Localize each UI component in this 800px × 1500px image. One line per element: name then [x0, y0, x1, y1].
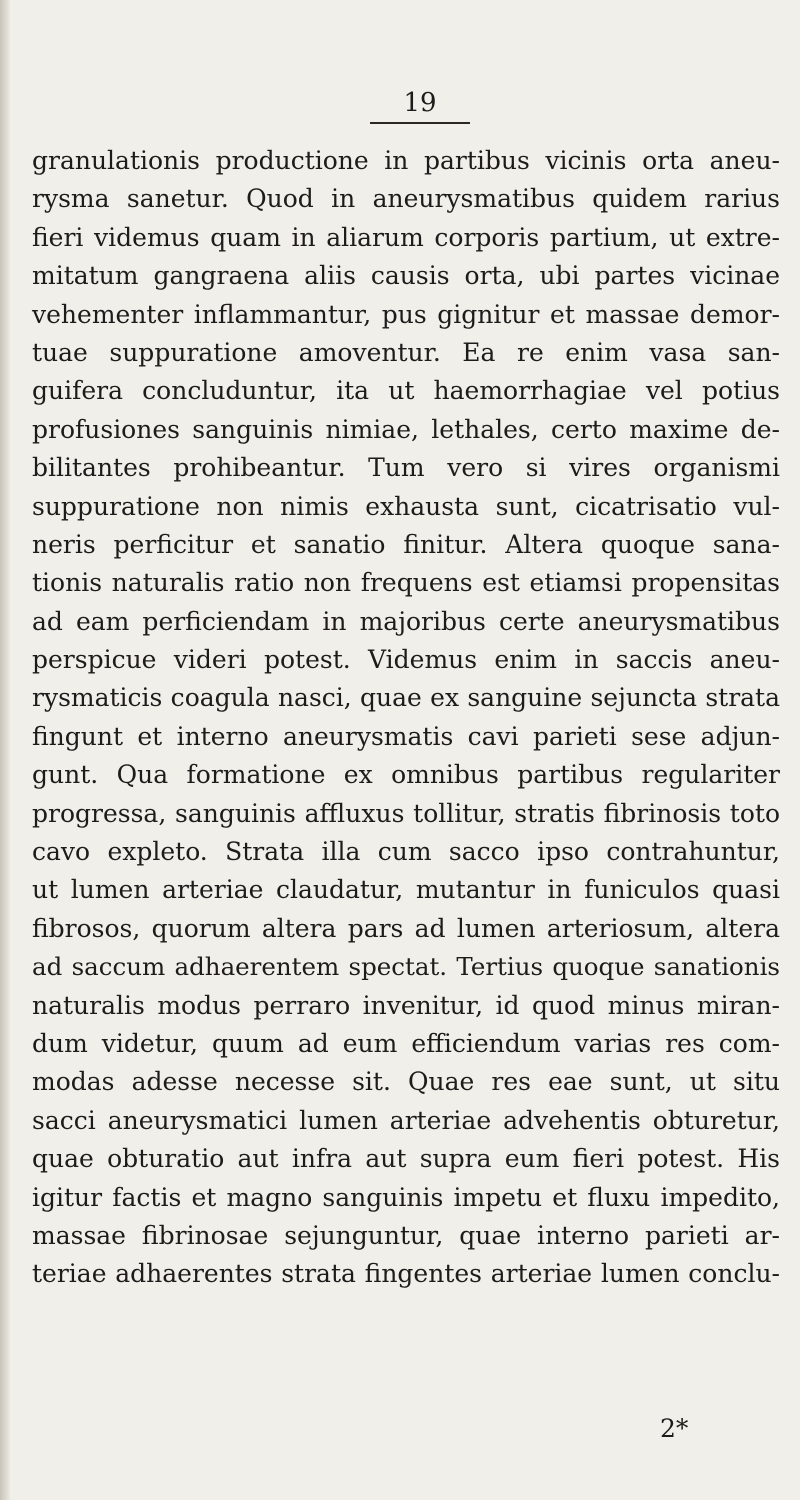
text-line: vehementer inflammantur, pus gignitur et massae demor- — [32, 299, 780, 329]
text-line: fingunt et interno aneurysmatis cavi parieti sese adjun- — [32, 721, 780, 751]
text-line: massae fibrinosae sejunguntur, quae interno parieti ar- — [32, 1220, 780, 1250]
text-line: rysmaticis coagula nasci, quae ex sanguine sejuncta strata — [32, 683, 780, 713]
text-line: gunt. Qua formatione ex omnibus partibus regulariter — [32, 760, 780, 790]
text-line: igitur factis et magno sanguinis impetu et fluxu impedito, — [32, 1182, 780, 1212]
text-line: fibrosos, quorum altera pars ad lumen arteriosum, altera — [32, 913, 780, 943]
page-number: 19 — [403, 88, 437, 118]
text-line: profusiones sanguinis nimiae, lethales, certo maxime de- — [32, 414, 780, 444]
text-line: suppuratione non nimis exhausta sunt, cicatrisatio vul- — [32, 491, 780, 521]
page-number-rule — [370, 122, 470, 124]
text-line: ad saccum adhaerentem spectat. Tertius quoque sanationis — [32, 952, 780, 982]
text-line: fieri videmus quam in aliarum corporis partium, ut extre- — [32, 222, 780, 252]
text-line: tuae suppuratione amoventur. Ea re enim vasa san- — [32, 337, 780, 367]
text-line: sacci aneurysmatici lumen arteriae advehentis obturetur, — [32, 1105, 780, 1135]
text-line: quae obturatio aut infra aut supra eum fieri potest. His — [32, 1144, 780, 1174]
text-line: dum videtur, quum ad eum efficiendum varias res com- — [32, 1028, 780, 1058]
text-line: granulationis productione in partibus vicinis orta aneu- — [32, 146, 780, 175]
signature-mark: 2* — [660, 1414, 689, 1443]
text-line: progressa, sanguinis affluxus tollitur, stratis fibrinosis toto — [32, 798, 780, 828]
text-line: perspicue videri potest. Videmus enim in saccis aneu- — [32, 645, 780, 675]
text-line: ad eam perficiendam in majoribus certe aneurysmatibus — [32, 606, 780, 636]
text-line: neris perficitur et sanatio finitur. Altera quoque sana- — [32, 529, 780, 559]
text-line: guifera concluduntur, ita ut haemorrhagiae vel potius — [32, 376, 780, 406]
text-line: ut lumen arteriae claudatur, mutantur in funiculos quasi — [32, 875, 780, 905]
page-edge — [0, 0, 10, 1500]
text-line: modas adesse necesse sit. Quae res eae sunt, ut situ — [32, 1067, 780, 1097]
text-line: bilitantes prohibeantur. Tum vero si vires organismi — [32, 453, 780, 483]
text-line: rysma sanetur. Quod in aneurysmatibus quidem rarius — [32, 184, 780, 214]
text-line: mitatum gangraena aliis causis orta, ubi partes vicinae — [32, 261, 780, 291]
text-line: tionis naturalis ratio non frequens est etiamsi propensitas — [32, 568, 780, 598]
text-line: teriae adhaerentes strata fingentes arteriae lumen conclu- — [32, 1259, 780, 1289]
body-text — [32, 142, 780, 1294]
text-line: cavo expleto. Strata illa cum sacco ipso contrahuntur, — [32, 837, 780, 867]
text-line: naturalis modus perraro invenitur, id quod minus miran- — [32, 990, 780, 1020]
